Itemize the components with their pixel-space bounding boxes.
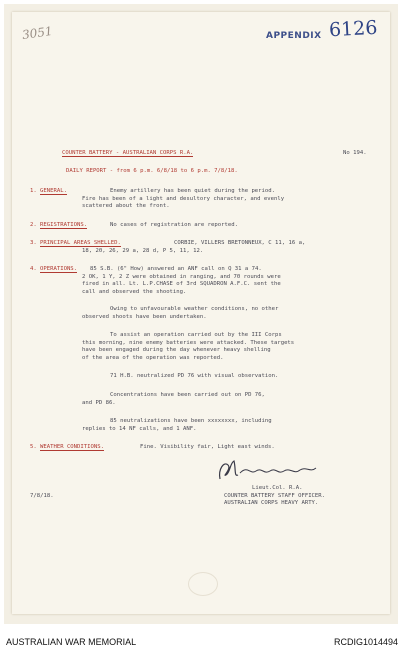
paragraph-line: this morning, nine enemy batteries were attacked. These targets — [82, 339, 295, 346]
section-4-line: 2 OK, 1 Y, 2 Z were obtained in ranging, and 70 rounds were — [82, 273, 281, 280]
section-3-line: CORBIE, VILLERS BRETONNEUX, C 11, 16 a, — [174, 240, 306, 246]
paragraph-line: of the area of the operation was reported. — [82, 354, 224, 361]
section-3-heading: PRINCIPAL AREAS SHELLED. — [40, 240, 121, 246]
section-1-line: Enemy artillery has been quiet during the period. — [110, 188, 276, 194]
section-4-number: 4. — [30, 266, 37, 272]
section-1-heading: GENERAL. — [40, 188, 67, 194]
signatory-unit: AUSTRALIAN CORPS HEAVY ARTY. — [224, 500, 319, 506]
pencil-reference-mark: 3051 — [21, 23, 54, 43]
paragraph-line: To assist an operation carried out by the III Corps — [110, 332, 282, 338]
paragraph-line: 85 neutralizations have been xxxxxxxx, including — [110, 418, 272, 424]
section-2-line: No cases of registration are reported. — [110, 222, 238, 228]
unit-heading: COUNTER BATTERY - AUSTRALIAN CORPS R.A. — [62, 150, 194, 156]
paragraph-line: replies to 14 NF calls, and 1 ANF. — [82, 425, 197, 432]
section-4-heading: OPERATIONS. — [40, 266, 78, 272]
paragraph-line: observed shoots have been undertaken. — [82, 313, 207, 320]
section-1-line: Fire has been of a light and desultory character, and evenly — [82, 195, 285, 202]
section-2-heading: REGISTRATIONS. — [40, 222, 88, 228]
section-5-number: 5. — [30, 444, 37, 450]
report-period: DAILY REPORT - from 6 p.m. 6/8/18 to 6 p.m. 7/8/18. — [66, 168, 238, 174]
section-4-line: 85 S.B. (6" How) answered an ANF call on Q 31 a 74. — [90, 266, 262, 272]
paragraph-line: have been engaged during the day whenever heavy shelling — [82, 347, 271, 353]
section-3-line: 18, 20, 26, 29 a, 28 d, P 5, 11, 12. — [82, 247, 204, 254]
report-number: No 194. — [343, 150, 367, 156]
faded-stamp — [188, 572, 218, 596]
paragraph-line: Owing to unfavourable weather conditions, no other — [110, 306, 279, 312]
section-4-line: call and observed the shooting. — [82, 288, 187, 295]
section-1-number: 1. — [30, 188, 37, 194]
signatory-rank: Lieut.Col. R.A. — [252, 485, 303, 491]
appendix-label: APPENDIX — [266, 31, 322, 41]
paragraph-line: and PD 86. — [82, 399, 116, 406]
archive-credit: AUSTRALIAN WAR MEMORIAL — [6, 637, 137, 647]
section-3-number: 3. — [30, 240, 37, 246]
signatory-title: COUNTER BATTERY STAFF OFFICER. — [224, 492, 326, 499]
section-1-line: scattered about the front. — [82, 203, 170, 209]
paragraph-line: Concentrations have been carried out on PD 76, — [110, 392, 265, 398]
section-2-number: 2. — [30, 222, 37, 228]
section-5-line: Fine. Visibility fair, Light east winds. — [140, 444, 275, 450]
document-date: 7/8/18. — [30, 493, 54, 499]
appendix-number: 6126 — [328, 16, 378, 42]
archive-id: RCDIG1014494 — [333, 637, 398, 647]
section-5-heading: WEATHER CONDITIONS. — [40, 444, 104, 450]
paragraph-line: 71 H.B. neutralized PD 76 with visual observation. — [110, 373, 279, 379]
section-4-line: fired in all. Lt. L.P.CHASE of 3rd SQUADRON A.F.C. sent the — [82, 281, 281, 287]
handwritten-signature — [214, 455, 324, 483]
